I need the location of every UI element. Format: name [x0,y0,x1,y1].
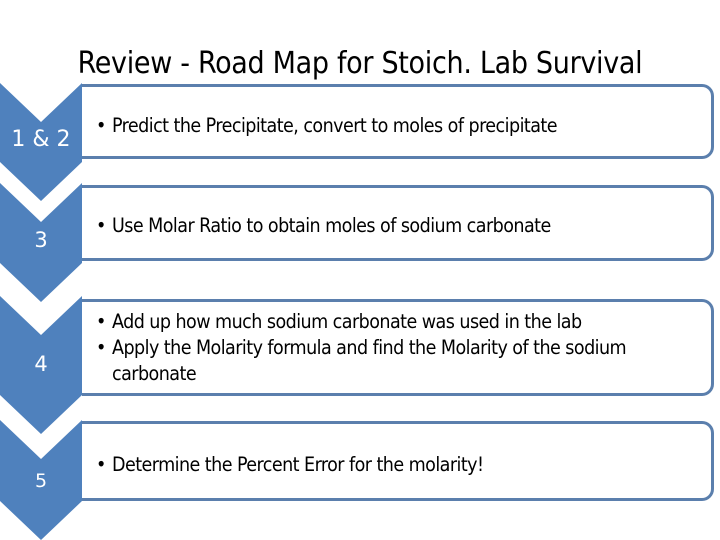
step-label-3: 4 [34,352,48,376]
step-3-bullet-1: • Add up how much sodium carbonate was used in the lab [112,309,711,335]
step-3-bullet-2: • Apply the Molarity formula and find the Molarity of the sodium carbonate [112,335,711,387]
step-label-2: 3 [34,228,48,252]
step-box-2 [82,185,714,261]
step-box-4 [82,421,714,501]
step-box-1 [82,84,714,159]
step-box-3 [82,299,714,396]
step-2-bullet: • Use Molar Ratio to obtain moles of sodium carbonate [112,213,711,239]
step-1-bullet: • Predict the Precipitate, convert to moles of precipitate [112,113,711,139]
step-4-bullet: • Determine the Percent Error for the molarity! [112,452,711,478]
step-label-1: 1 & 2 [11,127,71,152]
slide-title: Review - Road Map for Stoich. Lab Survival [77,46,643,81]
step-label-4: 5 [34,470,48,492]
